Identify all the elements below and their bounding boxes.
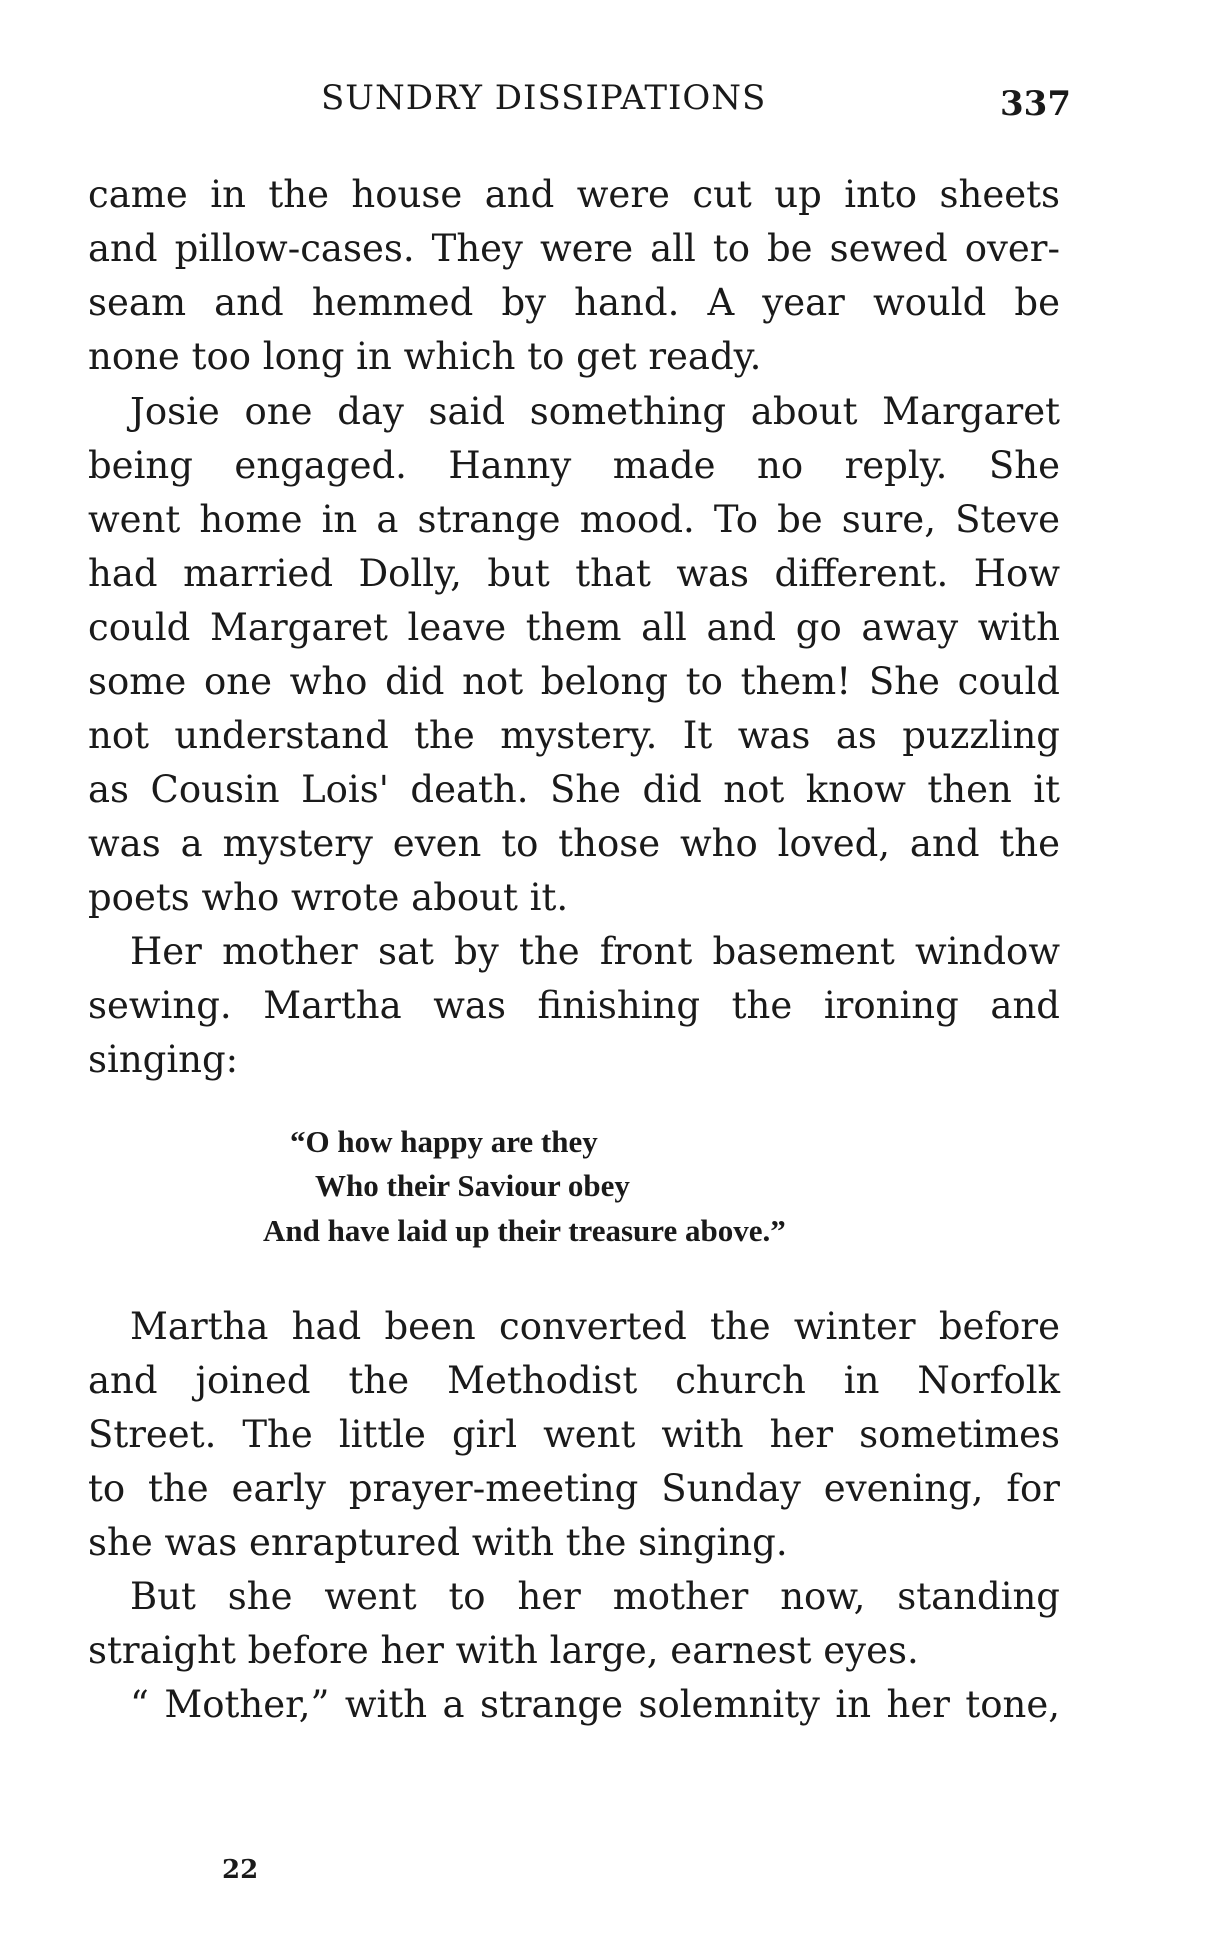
verse-line: And have laid up their treasure above.” <box>263 1213 786 1248</box>
text-line: poets who wrote about it. <box>88 876 569 919</box>
text-line: Her mother sat by the front basement window <box>130 930 1060 973</box>
text-line: to the early prayer-meeting Sunday evening, for <box>88 1467 1060 1510</box>
text-line: she was enraptured with the singing. <box>88 1521 788 1564</box>
text-line: Josie one day said something about Margaret <box>130 390 1060 433</box>
text-line: seam and hemmed by hand. A year would be <box>88 281 1060 324</box>
running-head: SUNDRY DISSIPATIONS <box>321 78 767 118</box>
text-line: Street. The little girl went with her sometimes <box>88 1413 1060 1456</box>
page-number: 337 <box>1000 84 1071 124</box>
text-line: singing: <box>88 1038 239 1081</box>
text-line: But she went to her mother now, standing <box>130 1575 1060 1618</box>
verse-line: “O how happy are they <box>290 1124 598 1159</box>
text-line: came in the house and were cut up into sheets <box>88 173 1060 216</box>
text-line: sewing. Martha was finishing the ironing and <box>88 984 1060 1027</box>
text-line: being engaged. Hanny made no reply. She <box>88 444 1060 487</box>
verse-line: Who their Saviour obey <box>315 1168 630 1203</box>
text-line: could Margaret leave them all and go away with <box>88 606 1060 649</box>
text-line: and joined the Methodist church in Norfolk <box>88 1359 1060 1402</box>
text-line: “ Mother,” with a strange solemnity in her tone, <box>130 1683 1060 1726</box>
text-line: was a mystery even to those who loved, and the <box>88 822 1060 865</box>
text-line: and pillow-cases. They were all to be sewed over- <box>88 227 1060 270</box>
text-line: straight before her with large, earnest eyes. <box>88 1629 919 1672</box>
text-line: not understand the mystery. It was as puzzling <box>88 714 1060 757</box>
text-line: had married Dolly, but that was different. How <box>88 552 1060 595</box>
text-line: none too long in which to get ready. <box>88 335 762 378</box>
text-line: as Cousin Lois' death. She did not know then it <box>88 768 1060 811</box>
signature-mark: 22 <box>222 1855 259 1885</box>
text-line: went home in a strange mood. To be sure, Steve <box>88 498 1060 541</box>
text-line: Martha had been converted the winter before <box>130 1305 1060 1348</box>
text-line: some one who did not belong to them! She could <box>88 660 1060 703</box>
